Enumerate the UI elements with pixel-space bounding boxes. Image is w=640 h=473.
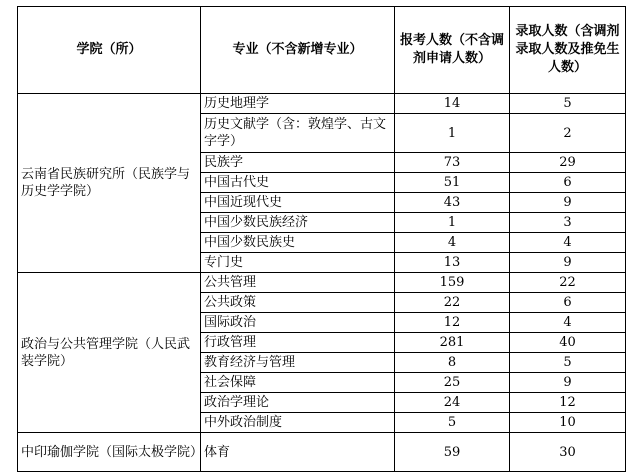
applicants-cell: 22 [395,293,510,313]
admitted-cell: 9 [510,253,626,273]
applicants-cell: 12 [395,313,510,333]
header-applicants: 报考人数（不含调剂申请人数） [395,7,510,94]
major-cell: 中国古代史 [201,173,395,193]
table-row [18,94,626,114]
table-row [18,273,626,293]
major-cell: 中外政治制度 [201,413,395,433]
admitted-cell: 9 [510,373,626,393]
applicants-cell: 4 [395,233,510,253]
applicants-cell: 73 [395,153,510,173]
college-cell: 政治与公共管理学院（人民武装学院） [18,273,201,433]
applicants-cell: 13 [395,253,510,273]
applicants-cell: 24 [395,393,510,413]
major-cell: 历史文献学（含：敦煌学、古文字学） [201,114,395,153]
major-cell: 教育经济与管理 [201,353,395,373]
major-cell: 民族学 [201,153,395,173]
college-cell: 云南省民族研究所（民族学与历史学学院） [18,94,201,273]
admitted-cell: 5 [510,94,626,114]
admitted-cell: 40 [510,333,626,353]
header-admitted: 录取人数（含调剂录取人数及推免生人数） [510,7,626,94]
admission-table-wrapper [17,6,626,472]
header-major: 专业（不含新增专业） [201,7,395,94]
applicants-cell: 14 [395,94,510,114]
applicants-cell: 8 [395,353,510,373]
applicants-cell: 159 [395,273,510,293]
major-cell: 中国近现代史 [201,193,395,213]
major-cell: 社会保障 [201,373,395,393]
applicants-cell: 1 [395,213,510,233]
admitted-cell: 6 [510,173,626,193]
applicants-cell: 43 [395,193,510,213]
admitted-cell: 10 [510,413,626,433]
major-cell: 历史地理学 [201,94,395,114]
major-cell: 政治学理论 [201,393,395,413]
major-cell: 行政管理 [201,333,395,353]
admitted-cell: 12 [510,393,626,413]
admitted-cell: 6 [510,293,626,313]
major-cell: 中国少数民族经济 [201,213,395,233]
admitted-cell: 29 [510,153,626,173]
applicants-cell: 25 [395,373,510,393]
major-cell: 公共管理 [201,273,395,293]
table-header-row [18,7,626,94]
major-cell: 中国少数民族史 [201,233,395,253]
applicants-cell: 281 [395,333,510,353]
major-cell: 公共政策 [201,293,395,313]
major-cell: 专门史 [201,253,395,273]
table-row [18,433,626,472]
admitted-cell: 5 [510,353,626,373]
college-cell: 中印瑜伽学院（国际太极学院） [18,433,201,472]
applicants-cell: 59 [395,433,510,472]
applicants-cell: 5 [395,413,510,433]
header-college: 学院（所） [18,7,201,94]
admitted-cell: 9 [510,193,626,213]
admitted-cell: 3 [510,213,626,233]
applicants-cell: 1 [395,114,510,153]
major-cell: 体育 [201,433,395,472]
applicants-cell: 51 [395,173,510,193]
admitted-cell: 4 [510,233,626,253]
admitted-cell: 2 [510,114,626,153]
major-cell: 国际政治 [201,313,395,333]
admitted-cell: 22 [510,273,626,293]
admitted-cell: 30 [510,433,626,472]
admission-table [17,6,626,472]
admitted-cell: 4 [510,313,626,333]
